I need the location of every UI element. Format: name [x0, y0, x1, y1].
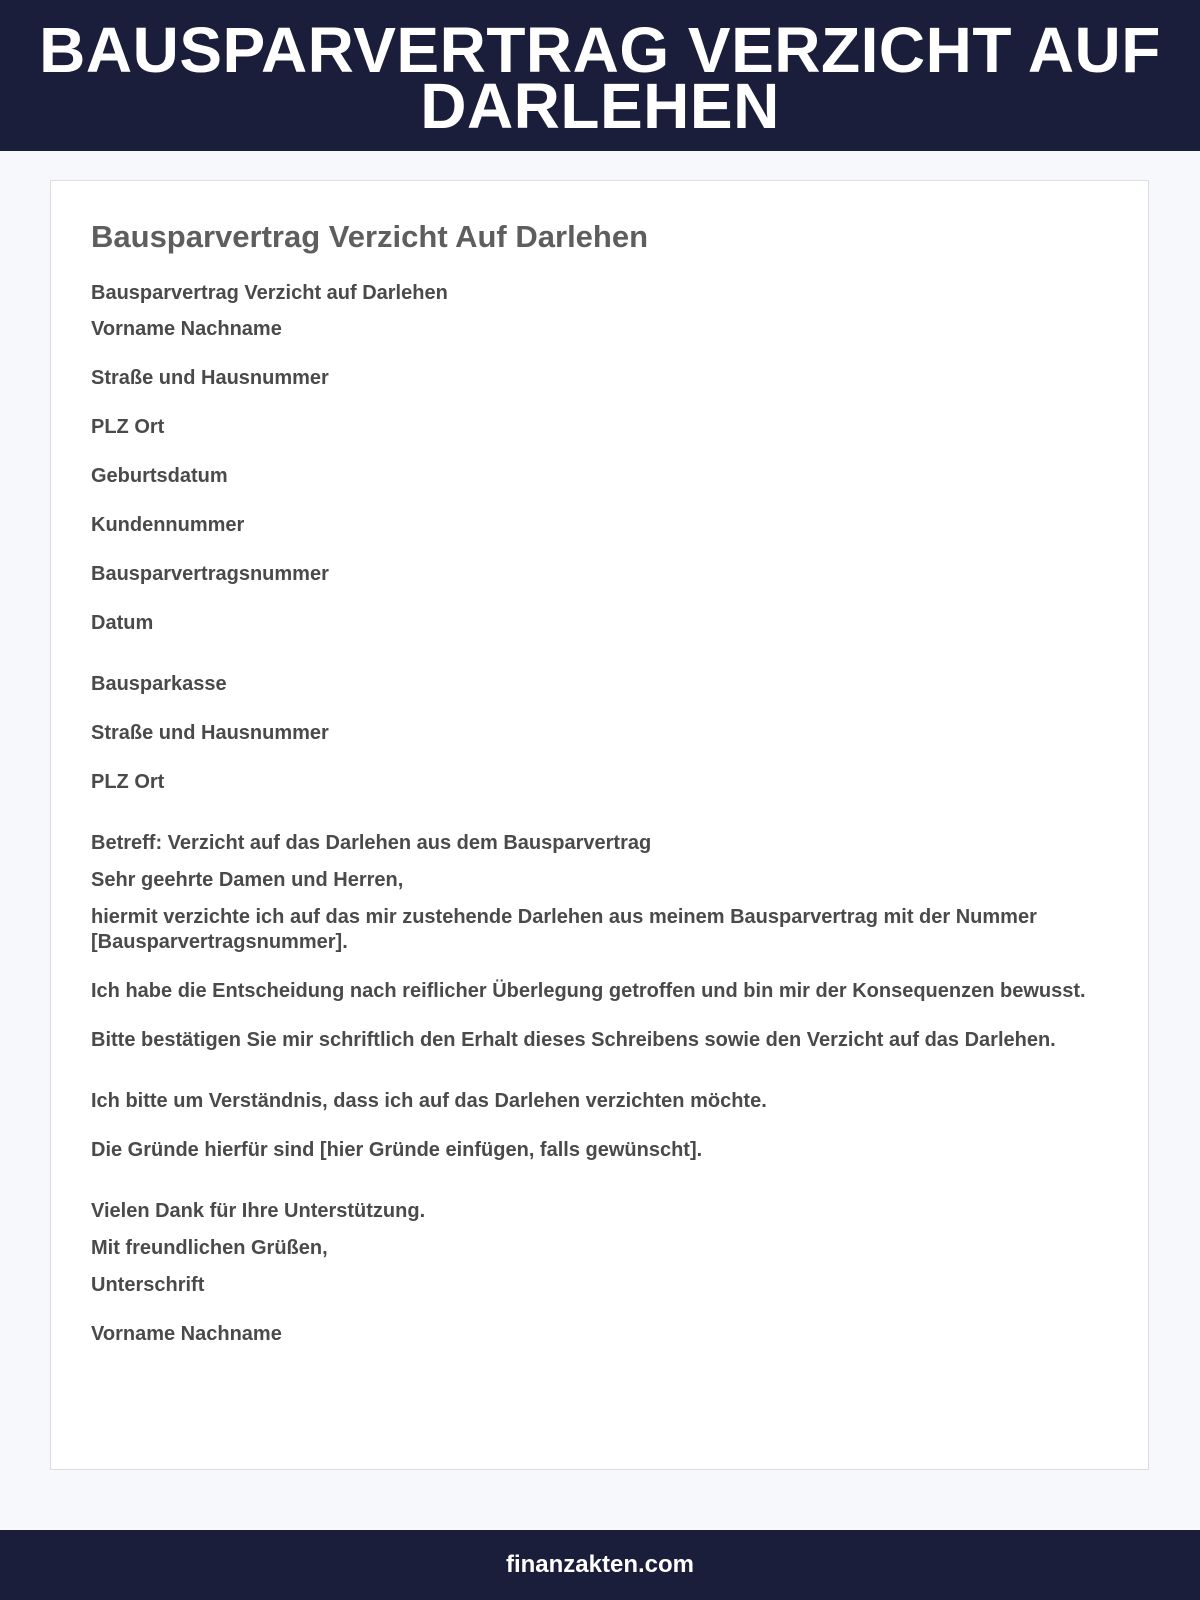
recipient-street: Straße und Hausnummer	[91, 722, 329, 744]
page-title: BAUSPARVERTRAG VERZICHT AUF DARLEHEN	[39, 13, 1161, 142]
letter-date: Datum	[91, 612, 154, 634]
sender-city: PLZ Ort	[91, 416, 165, 438]
letter-paragraph: Bitte bestätigen Sie mir schriftlich den Erhalt dieses Schreibens sowie den Verzicht auf das Darlehen.	[91, 1029, 1056, 1051]
sender-customer-number: Kundennummer	[91, 514, 245, 536]
page-footer	[0, 1530, 1200, 1600]
signature-label: Unterschrift	[91, 1274, 205, 1296]
document-title: Bausparvertrag Verzicht Auf Darlehen	[91, 219, 649, 254]
letter-card	[50, 180, 1149, 1470]
letter-salutation: Sehr geehrte Damen und Herren,	[91, 869, 404, 891]
sender-name: Vorname Nachname	[91, 318, 282, 340]
footer-site-name: finanzakten.com	[505, 1551, 695, 1578]
sender-birthdate: Geburtsdatum	[91, 465, 228, 487]
letter-closing: Mit freundlichen Grüßen,	[91, 1237, 328, 1259]
signature-name: Vorname Nachname	[91, 1323, 282, 1345]
page-header	[0, 0, 1200, 151]
letter-paragraph: Die Gründe hierfür sind [hier Gründe einfügen, falls gewünscht].	[91, 1139, 703, 1161]
recipient-city: PLZ Ort	[91, 771, 165, 793]
sender-contract-number: Bausparvertragsnummer	[91, 563, 329, 585]
letter-paragraph: hiermit verzichte ich auf das mir zustehende Darlehen aus meinem Bausparvertrag mit der Nummer [Bausparvertragsnummer].	[91, 906, 1037, 953]
sender-street: Straße und Hausnummer	[91, 367, 329, 389]
letter-subject: Betreff: Verzicht auf das Darlehen aus dem Bausparvertrag	[91, 832, 652, 854]
document-subtitle: Bausparvertrag Verzicht auf Darlehen	[91, 282, 448, 304]
recipient-name: Bausparkasse	[91, 673, 227, 695]
letter-thanks: Vielen Dank für Ihre Unterstützung.	[91, 1200, 426, 1222]
letter-paragraph: Ich bitte um Verständnis, dass ich auf das Darlehen verzichten möchte.	[91, 1090, 767, 1112]
letter-paragraph: Ich habe die Entscheidung nach reiflicher Überlegung getroffen und bin mir der Konsequenzen bewusst.	[91, 980, 1086, 1002]
